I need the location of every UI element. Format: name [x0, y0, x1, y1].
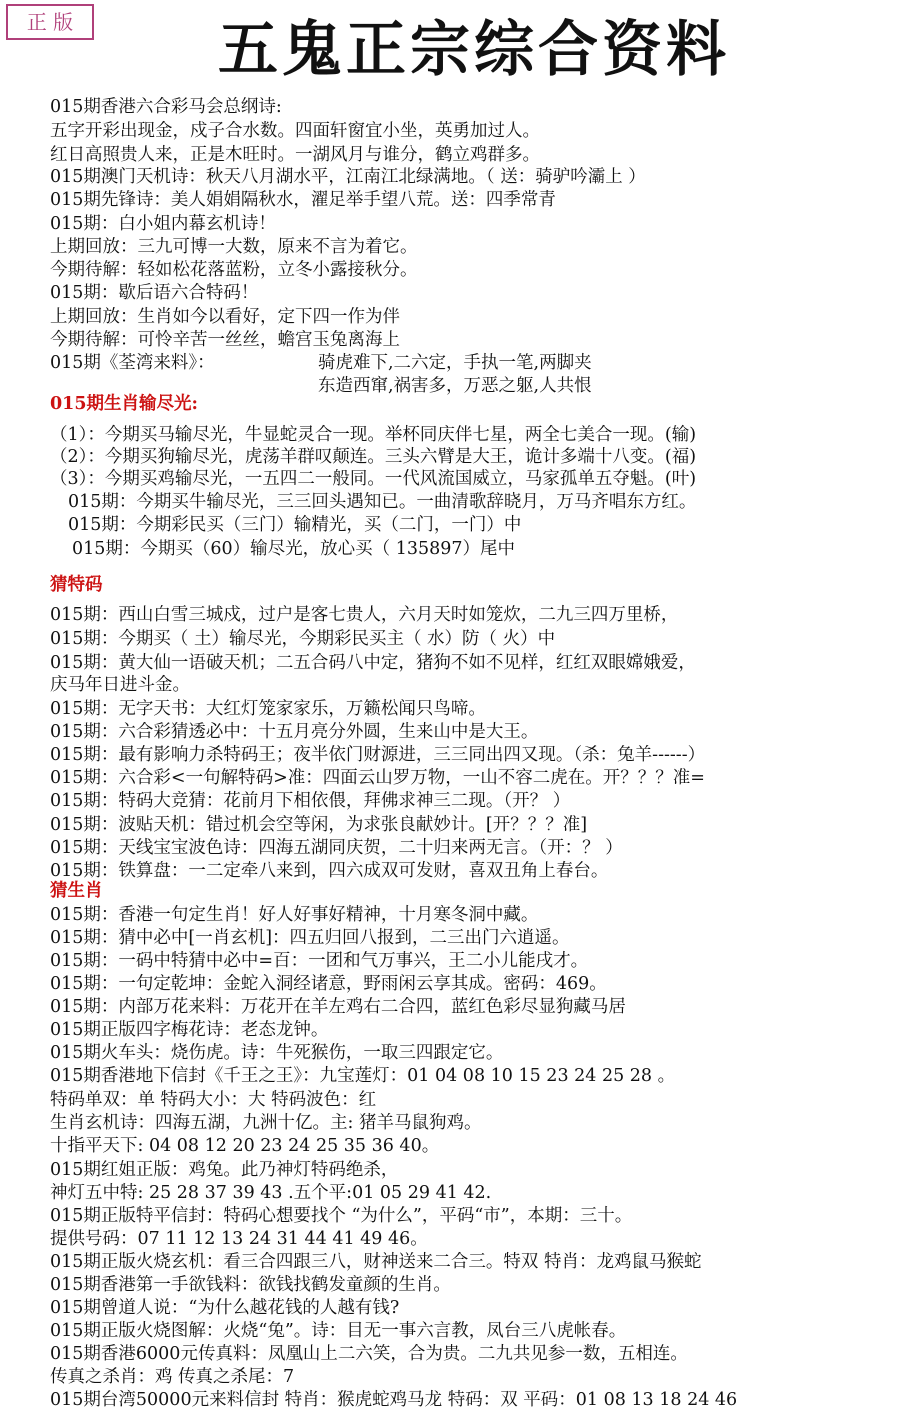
- text-line: （2）：今期买狗输尽光，虎荡羊群叹颠连。三头六臂是大王，诡计多端十八变。(福): [50, 447, 697, 467]
- text-line: 015期香港6000元传真料：凤凰山上二六笑，合为贵。二九共见参一数，五相连。: [50, 1344, 688, 1364]
- text-line: 生肖玄机诗：四海五湖，九洲十亿。主: 猪羊马鼠狗鸡。: [50, 1113, 482, 1133]
- text-line: 015期：最有影响力杀特码王；夜半依门财源进，三三同出四又现。（杀：兔羊------）: [50, 745, 706, 765]
- text-line: 特码单双：单 特码大小：大 特码波色：红: [50, 1090, 377, 1110]
- text-line: 015期：西山白雪三城戍，过户是客七贵人，六月天时如笼炊，二九三四万里桥，: [50, 605, 679, 625]
- text-line: 015期香港六合彩马会总纲诗:: [50, 97, 282, 117]
- text-line: 015期火车头：烧伤虎。诗：牛死猴伤，一取三四跟定它。: [50, 1043, 504, 1063]
- text-line: 015期：无字天书：大红灯笼家家乐，万籁松闻只鸟啼。: [50, 699, 486, 719]
- text-line: 上期回放：生肖如今以看好，定下四一作为伴: [50, 307, 400, 327]
- text-line: 015期：天线宝宝波色诗：四海五湖同庆贺，二十归来两无言。（开：？ ）: [50, 838, 623, 858]
- text-line: 015期红姐正版：鸡兔。此乃神灯特码绝杀，: [50, 1160, 399, 1180]
- text-line: 神灯五中特: 25 28 37 39 43 .五个平:01 05 29 41 42.: [50, 1183, 492, 1203]
- text-line: 015期：猜中必中[一肖玄机]：四五归回八报到，二三出门六逍遥。: [50, 928, 570, 948]
- text-line: 015期正版火烧图解：火烧“兔”。诗：目无一事六言教，凤台三八虎帐春。: [50, 1321, 627, 1341]
- text-line: 015期澳门天机诗：秋天八月湖水平，江南江北绿满地。（ 送：骑驴吟灞上 ）: [50, 167, 646, 187]
- text-line: （3）：今期买鸡输尽光，一五四二一般同。一代风流国威立，马家孤单五夺魁。(叶): [50, 469, 697, 489]
- text-line: 骑虎难下,二六定，手执一笔,两脚夹: [318, 353, 592, 373]
- text-line: 015期香港第一手欲钱料：欲钱找鹤发童颜的生肖。: [50, 1275, 451, 1295]
- text-line: 015期：香港一句定生肖！好人好事好精神，十月寒冬洞中藏。: [50, 905, 539, 925]
- text-line: 015期：今期彩民买（三门）输精光，买（二门，一门）中: [68, 515, 522, 535]
- genuine-badge: 正 版: [6, 4, 94, 40]
- text-line: 015期：铁算盘：一二定牵八来到，四六成双可发财，喜双丑角上春台。: [50, 861, 609, 881]
- text-line: 015期曾道人说：“为什么越花钱的人越有钱?: [50, 1298, 400, 1318]
- text-line: 今期待解：可怜辛苦一丝丝，蟾宫玉兔离海上: [50, 330, 400, 350]
- text-line: 015期：一码中特猜中必中=百：一团和气万事兴，王二小儿能戌才。: [50, 951, 589, 971]
- section-heading: 猜生肖: [50, 881, 103, 901]
- text-line: 015期先锋诗：美人娟娟隔秋水，濯足举手望八荒。送：四季常青: [50, 190, 556, 210]
- text-line: （1）：今期买马输尽光，牛显蛇灵合一现。举杯同庆伴七星，两全七美合一现。(输): [50, 425, 697, 445]
- section-heading: 015期生肖输尽光:: [50, 394, 198, 414]
- text-line: 015期正版火烧玄机：看三合四跟三八，财神送来二合三。特双 特肖：龙鸡鼠马猴蛇: [50, 1252, 702, 1272]
- text-line: 015期：内部万花来料：万花开在羊左鸡右二合四，蓝红色彩尽显狗藏马居: [50, 997, 626, 1017]
- text-line: 015期正版四字梅花诗：老态龙钟。: [50, 1020, 329, 1040]
- text-line: 015期《荃湾来料》：: [50, 353, 215, 373]
- text-line: 015期：白小姐内幕玄机诗！: [50, 214, 276, 234]
- text-line: 015期：六合彩<一句解特码>准：四面云山罗万物，一山不容二虎在。开？？？准=: [50, 768, 705, 788]
- text-line: 015期：一句定乾坤：金蛇入洞经诸意，野雨闲云享其成。密码：469。: [50, 974, 607, 994]
- text-line: 上期回放：三九可博一大数，原来不言为着它。: [50, 237, 418, 257]
- text-line: 015期：今期买牛输尽光，三三回头遇知已。一曲清歌辞晓月，万马齐唱东方红。: [68, 492, 697, 512]
- text-line: 十指平天下: 04 08 12 20 23 24 25 35 36 40。: [50, 1136, 440, 1156]
- text-line: 五字开彩出现金，戍子合水数。四面轩窗宜小坐，英勇加过人。: [50, 121, 540, 141]
- text-line: 提供号码：07 11 12 13 24 31 44 41 49 46。: [50, 1229, 428, 1249]
- text-line: 传真之杀肖：鸡 传真之杀尾：7: [50, 1367, 295, 1387]
- text-line: 015期：特码大竞猜：花前月下相依偎，拜佛求神三二现。（开？ ）: [50, 791, 571, 811]
- text-line: 今期待解：轻如松花落蓝粉，立冬小露接秋分。: [50, 260, 418, 280]
- text-line: 015期正版特平信封：特码心想要找个 “为什么”，平码“市”，本期：三十。: [50, 1206, 633, 1226]
- text-line: 红日高照贵人来，正是木旺时。一湖风月与谁分，鹤立鸡群多。: [50, 145, 540, 165]
- text-line: 015期香港地下信封《千王之王》：九宝莲灯：01 04 08 10 15 23 24 25 28 。: [50, 1066, 676, 1086]
- text-line: 015期：歇后语六合特码！: [50, 283, 259, 303]
- text-line: 015期台湾50000元来料信封 特肖：猴虎蛇鸡马龙 特码：双 平码：01 08 13 18 24 46: [50, 1390, 738, 1410]
- text-line: 015期：波贴天机：错过机会空等闲，为求张良献妙计。[开？？？准]: [50, 815, 588, 835]
- text-line: 015期：今期买（60）输尽光，放心买（ 135897）尾中: [72, 539, 516, 559]
- text-line: 庆马年日进斗金。: [50, 675, 190, 695]
- section-heading: 猜特码: [50, 575, 103, 595]
- page-title: 五鬼正宗综合资料: [218, 15, 730, 85]
- text-line: 015期：今期买（ 土）输尽光，今期彩民买主（ 水）防（ 火）中: [50, 629, 556, 649]
- text-line: 东造西窜,祸害多，万恶之躯,人共恨: [318, 376, 592, 396]
- text-line: 015期：黄大仙一语破天机；二五合码八中定，猪狗不如不见样，红红双眼嫦娥爱，: [50, 653, 696, 673]
- text-line: 015期：六合彩猜透必中：十五月亮分外圆，生来山中是大王。: [50, 722, 539, 742]
